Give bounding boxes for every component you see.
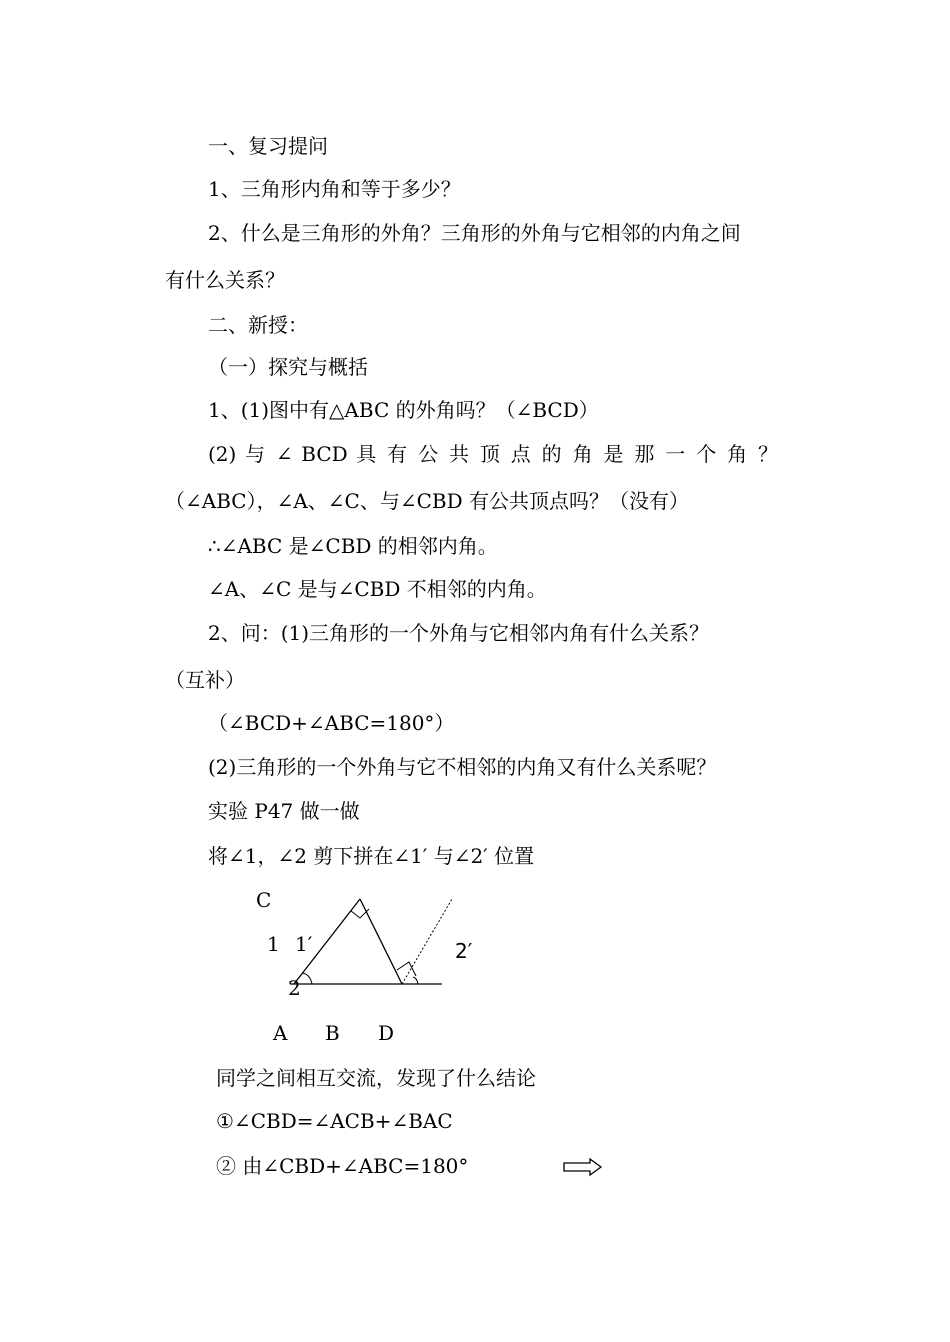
item-1-2-cont: （∠ABC），∠A、∠C、与∠CBD 有公共顶点吗？（没有）: [165, 489, 689, 513]
item-1-1: 1、(1)图中有△ABC 的外角吗？（∠BCD）: [208, 398, 599, 422]
question-2-cont: 有什么关系？: [165, 268, 285, 292]
question-2: 2、什么是三角形的外角？三角形的外角与它相邻的内角之间: [208, 221, 741, 245]
angle-mark-right: [397, 962, 416, 976]
heading-review: 一、复习提问: [208, 134, 328, 158]
question-1: 1、三角形内角和等于多少？: [208, 177, 461, 201]
discuss-line: 同学之间相互交流，发现了什么结论: [216, 1066, 536, 1090]
right-double-arrow-icon: [563, 1157, 603, 1182]
label-2: 2: [288, 976, 301, 1000]
triangle-figure: [240, 880, 520, 1050]
label-c: C: [256, 888, 272, 912]
angle-mark-left: [302, 973, 312, 984]
heading-new: 二、新授：: [208, 313, 308, 337]
label-b: B: [325, 1021, 340, 1045]
therefore-line: ∴∠ABC 是∠CBD 的相邻内角。: [208, 534, 498, 558]
experiment-line: 实验 P47 做一做: [208, 799, 360, 823]
item-2-1: 2、问：(1)三角形的一个外角与它相邻内角有什么关系？: [208, 621, 710, 645]
label-d: D: [378, 1021, 395, 1045]
label-a: A: [273, 1021, 288, 1045]
equation-180: （∠BCD+∠ABC=180°）: [208, 711, 455, 735]
answer-supplementary: （互补）: [165, 668, 245, 692]
item-2-2: (2)三角形的一个外角与它不相邻的内角又有什么关系呢？: [208, 755, 717, 779]
dotted-extension: [402, 899, 452, 984]
cut-instruction: 将∠1，∠2 剪下拼在∠1′ 与∠2′ 位置: [208, 844, 535, 868]
subheading-explore: （一）探究与概括: [208, 355, 368, 379]
label-2-prime: 2′: [455, 939, 473, 963]
conclusion-1: ①∠CBD=∠ACB+∠BAC: [216, 1109, 453, 1133]
label-1: 1: [267, 932, 280, 956]
conclusion-2: ② 由∠CBD+∠ABC=180°: [216, 1154, 469, 1178]
angle-mark-right-small: [413, 977, 418, 984]
label-1-prime: 1′: [295, 932, 313, 956]
item-1-2: (2) 与 ∠ BCD 具 有 公 共 顶 点 的 角 是 那 一 个 角 ？: [208, 442, 778, 466]
nonadjacent-line: ∠A、∠C 是与∠CBD 不相邻的内角。: [208, 577, 547, 601]
